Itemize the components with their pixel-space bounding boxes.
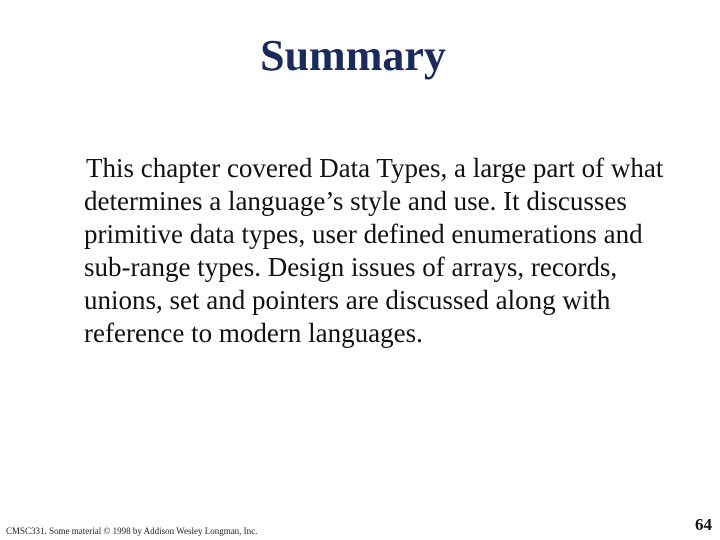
page-number: 64 — [695, 515, 712, 534]
copyright-footer: CMSC331. Some material © 1998 by Addison Wesley Longman, Inc. — [6, 526, 258, 536]
slide-title: Summary — [260, 31, 446, 80]
summary-paragraph: This chapter covered Data Types, a large part of what determines a language’s style and use. It discusses primitive data types, user defined enumerations and sub-range types. Design issues of arrays, records, unions, set and pointers are discussed along with reference to modern languages. — [84, 153, 664, 348]
